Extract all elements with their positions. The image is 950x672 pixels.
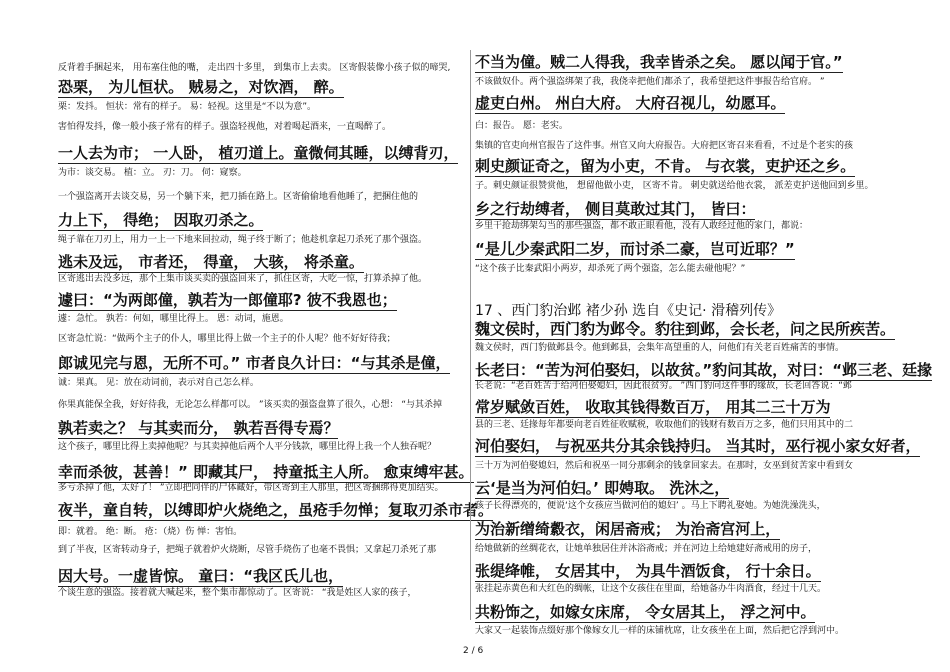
classical-text-line: 郎诚见完与恩，无所不可。” 市者良久计曰：“与其杀是僮，: [58, 354, 451, 372]
classical-text-line: 幸而杀彼，甚善！” 即藏其尸， 持童抵主人所。 愈束缚牢甚。: [58, 463, 474, 481]
translation-line: 区寄急忙说：“做两个主子的仆人，哪里比得上做一个主子的仆人呢？他不好好待我；: [58, 334, 396, 344]
column-divider: [470, 50, 471, 620]
translation-line: 区寄逃出去没多远，那个上集市谈买卖的强盗回来了，抓住区寄，大吃一惊，打算杀掉了他。: [58, 274, 428, 284]
translation-line: 大家又一起装饰点缀好那个像嫁女儿一样的床铺枕席，让女孩坐在上面，然后把它浮到河中。: [475, 626, 845, 636]
translation-line: 孩子长得漂亮的，便说‘这个女孩应当做河伯的媳妇’ 。马上下聘礼娶她。为她洗澡洗头，: [475, 501, 826, 511]
translation-line: “这个孩子比秦武阳小两岁，却杀死了两个强盗，怎么能去碰他呢？”: [475, 264, 746, 274]
classical-text-line: 云‘是当为河伯妇。’ 即娉取。 洗沐之，: [475, 479, 730, 497]
classical-text-line: 一人去为市； 一人卧， 植刃道上。童微伺其睡，以缚背刃，: [58, 144, 459, 162]
classical-text-line: 力上下， 得绝； 因取刃杀之。: [58, 211, 264, 229]
classical-text-line: 恐栗， 为儿恒状。 贼易之，对饮酒， 醉。: [58, 78, 344, 96]
translation-line: 魏文侯时，西门豹做邺县令。他到邺县，会集年高望重的人，问他们有关老百姓痛苦的事情。: [475, 343, 845, 353]
translation-line: 为市：谈交易。 植：立。 刃：刀。 伺：窥察。: [58, 168, 247, 178]
classical-text-line: 魏文侯时，西门豹为邺令。豹往到邺，会长老，问之民所疾苦。: [475, 320, 896, 338]
classical-text-line: 不当为僮。贼二人得我，我幸皆杀之矣。 愿以闻于官。”: [475, 53, 843, 71]
classical-text-line: 夜半，童自转，以缚即炉火烧绝之，虽疮手勿惮；复取刃杀市者。: [58, 501, 494, 519]
translation-line: 诚：果真。 见：放在动词前，表示对自己怎么样。: [58, 378, 259, 388]
classical-text-line: 乡之行劫缚者， 侧目莫敢过其门， 皆曰：: [475, 200, 756, 218]
translation-line: 你果真能保全我，好好待我，无论怎么样都可以。 ”该买卖的强盗盘算了很久，心想： “与其杀掉: [58, 400, 443, 410]
classical-text-line: 因大号。一虚皆惊。 童曰：“我区氏儿也，: [58, 567, 344, 585]
translation-line: 遽：急忙。 孰若：何如，哪里比得上。 恩：动词，施恩。: [58, 314, 289, 324]
translation-line: 一个强盗离开去谈交易，另一个躺下来，把刀插在路上。区寄偷偷地看他睡了，把捆住他的: [58, 192, 419, 202]
translation-line: 即：就着。 绝：断。 疮：（烧）伤 惮：害怕。: [58, 527, 243, 537]
classical-text-line: 共粉饰之，如嫁女床席， 令女居其上， 浮之河中。: [475, 603, 816, 621]
section-heading: 17 、西门豹治邺 褚少孙 选自《史记· 滑稽列传》: [475, 303, 782, 319]
classical-text-line: 长老曰：“苦为河伯娶妇，以故贫。”豹问其故，对曰：“邺三老、廷掾: [475, 361, 933, 379]
classical-text-line: 为治新缯绮縠衣，闲居斋戒； 为治斋宫河上，: [475, 520, 781, 538]
classical-text-line: 刺史颜证奇之，留为小吏，不肯。 与衣裳，吏护还之乡。: [475, 157, 856, 175]
classical-text-line: 逃未及远， 市者还， 得童， 大骇， 将杀童。: [58, 253, 364, 271]
translation-line: 乡里干抢劫绑架勾当的那些强盗，都不敢正眼看他，没有人敢经过他的家门，都说：: [475, 221, 809, 231]
translation-line: 子。刺史颜证很赞赏他， 想留他做小吏， 区寄不肯。 刺史就送给他衣裳， 派差吏护送他回到乡里。: [475, 181, 874, 191]
classical-text-line: 河伯娶妇， 与祝巫共分其余钱持归。 当其时，巫行视小家女好者，: [475, 437, 921, 455]
translation-line: 多亏杀掉了他，太好了！ ”立即把同伴的尸体藏好，带区寄到主人那里，把区寄捆绑得更加结实。: [58, 483, 444, 493]
classical-text-line: “是儿少秦武阳二岁，而讨杀二豪，岂可近耶？”: [475, 240, 795, 258]
classical-text-line: 张缇绛帷， 女居其中， 为具牛酒饭食， 行十余日。: [475, 562, 821, 580]
translation-line: 栗：发抖。 恒状：常有的样子。 易：轻视。这里是“不以为意”。: [58, 102, 317, 112]
translation-line: 个谈生意的强盗。接着就大喊起来，整个集市都惊动了。区寄说： “我是姓区人家的孩子，: [58, 588, 417, 598]
page-number: 2 / 6: [463, 646, 484, 656]
classical-text-line: 常岁赋敛百姓， 收取其钱得数百万， 用其二三十万为: [475, 398, 831, 416]
translation-line: 集镇的官吏向州官报告了这件事。州官又向大府报告。大府把区寄召来看看，不过是个老实的孩: [475, 141, 854, 151]
classical-text-line: 孰若卖之？ 与其卖而分， 孰若吾得专焉？: [58, 419, 339, 437]
translation-line: 不该做奴仆。两个强盗绑架了我，我侥幸把他们都杀了，我希望把这件事报告给官府。 ”: [475, 77, 825, 87]
translation-line: 县的三老、廷掾每年都要向老百姓征收赋税，收取他们的钱财有数百万之多，他们只用其中的二: [475, 420, 854, 430]
translation-line: 绳子靠在刀刃上，用力一上一下地来回拉动，绳子终于断了；他趁机拿起刀杀死了那个强盗。: [58, 235, 428, 245]
classical-text-line: 虚吏白州。 州白大府。 大府召视儿，幼愿耳。: [475, 94, 786, 112]
translation-line: 反背着手捆起来， 用布塞住他的嘴， 走出四十多里， 到集市上去卖。 区寄假装像小孩子似的啼哭,: [58, 63, 451, 73]
classical-text-line: 遽曰：“为两郎僮，孰若为一郎僮耶? 彼不我恩也；: [58, 291, 397, 309]
translation-line: 三十万为河伯娶媳妇，然后和祝巫一同分那剩余的钱拿回家去。在那时，女巫到贫苦家中看到女: [475, 461, 854, 471]
translation-line: 害怕得发抖，像一般小孩子常有的样子。强盗轻视他，对着喝起酒来，一直喝醉了。: [58, 122, 392, 132]
translation-line: 白：报告。 愿：老实。: [475, 121, 568, 131]
translation-line: 到了半夜，区寄转动身子，把绳子就着炉火烧断，尽管手烧伤了也毫不畏惧；又拿起刀杀死了那: [58, 545, 437, 555]
translation-line: 这个孩子，哪里比得上卖掉他呢？与其卖掉他后两个人平分钱款，哪里比得上我一个人独吞呢？: [58, 442, 437, 452]
translation-line: 张挂起赤黄色和大红色的绸帐，让这个女孩住在里面，给她备办牛肉酒食，经过十几天。: [475, 584, 827, 594]
translation-line: 给她做新的丝绸花衣，让她单独居住并沐浴斋戒；并在河边上给她建好斋戒用的房子，: [475, 544, 818, 554]
translation-line: 长老说：“老百姓苦于给河伯娶媳妇，因此很贫穷。 ”西门豹问这件事的缘故，长老回答说：“邺: [475, 381, 852, 391]
